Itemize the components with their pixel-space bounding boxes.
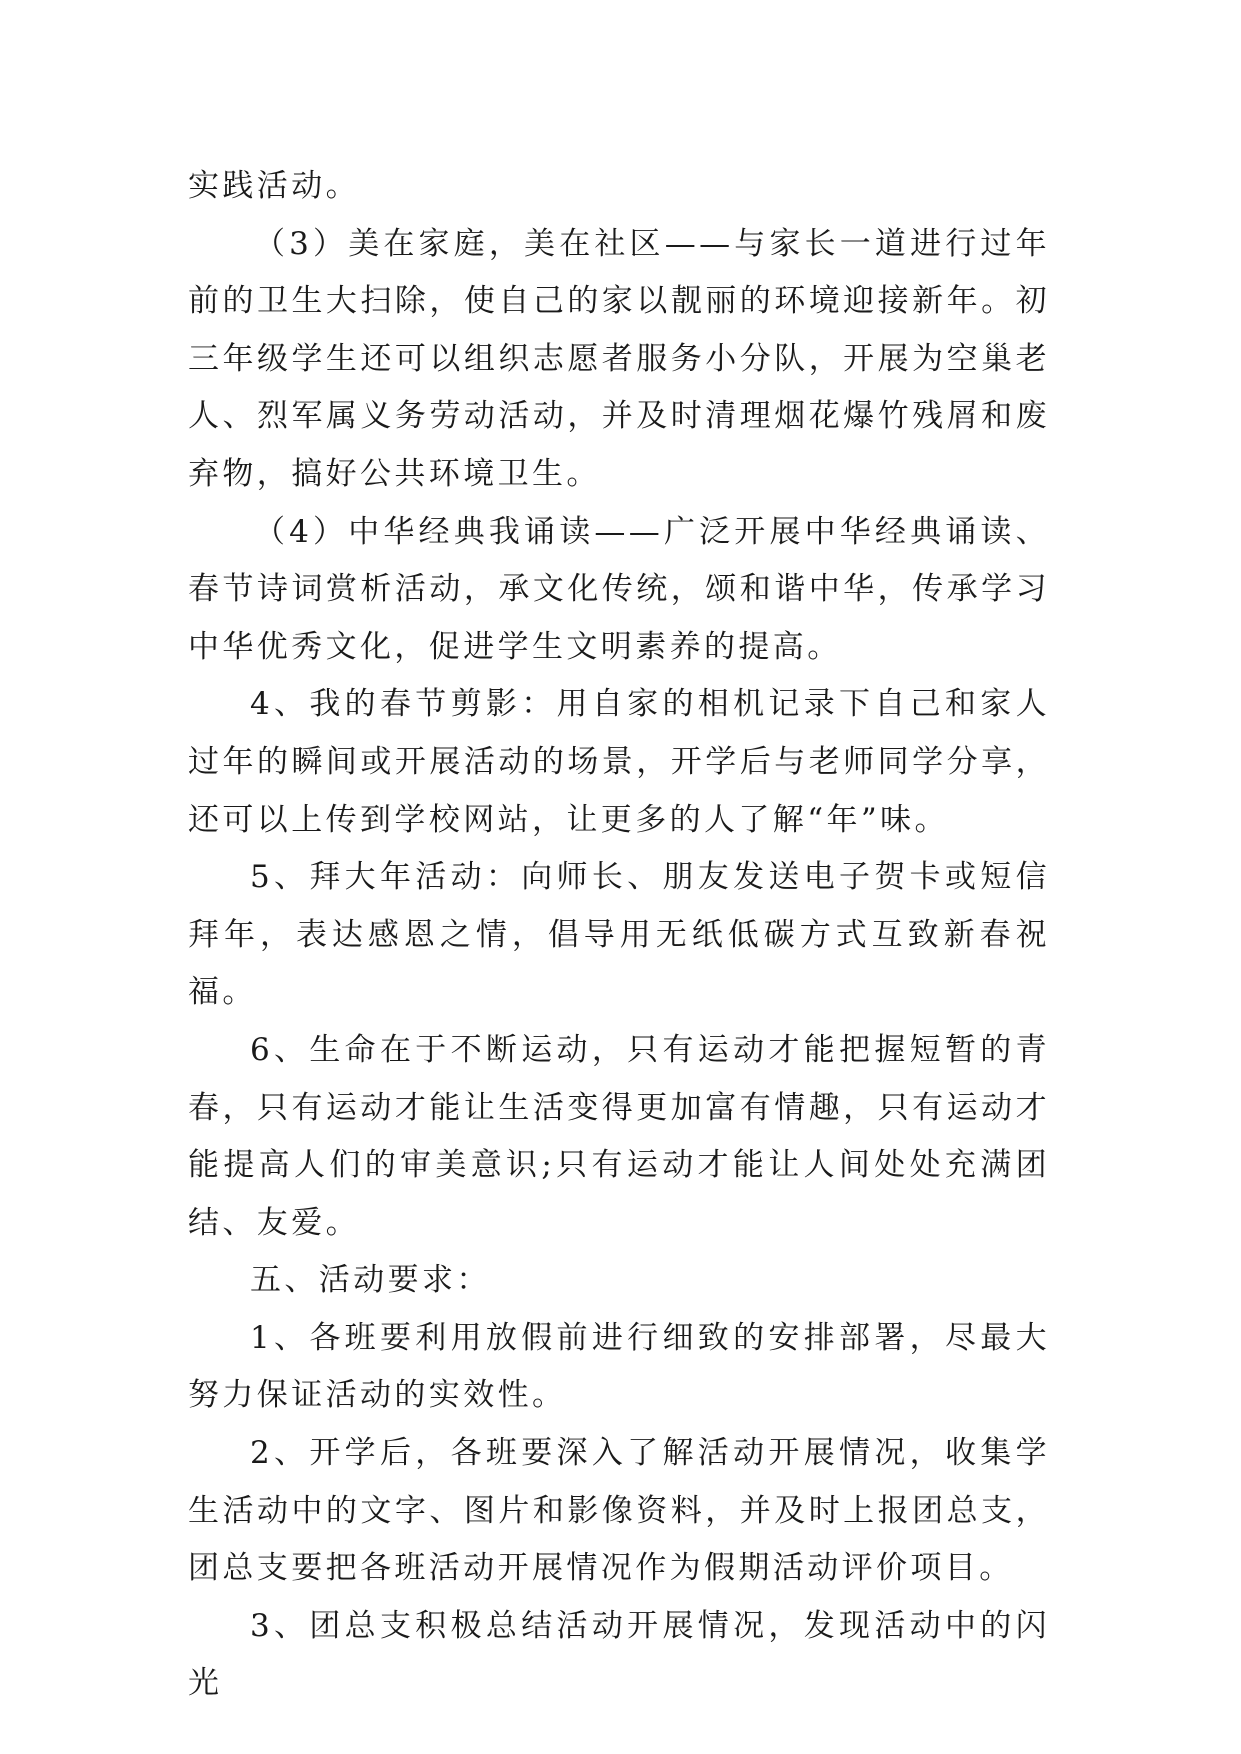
paragraph-spring-festival-photos: 4、我的春节剪影：用自家的相机记录下自己和家人过年的瞬间或开展活动的场景，开学后与老师同学分享，还可以上传到学校网站，让更多的人了解“年”味。 [188, 686, 1050, 838]
paragraph-item-3: （3）美在家庭，美在社区——与家长一道进行过年前的卫生大扫除，使自己的家以靓丽的环境迎接新年。初三年级学生还可以组织志愿者服务小分队，开展为空巢老人、烈军属义务劳动活动，并及时清理烟花爆竹残屑和废弃物，搞好公共环境卫生。 [188, 225, 1050, 492]
paragraph-requirement-1: 1、各班要利用放假前进行细致的安排部署，尽最大努力保证活动的实效性。 [188, 1319, 1050, 1414]
paragraph-requirement-2: 2、开学后，各班要深入了解活动开展情况，收集学生活动中的文字、图片和影像资料，并及时上报团总支，团总支要把各班活动开展情况作为假期活动评价项目。 [188, 1435, 1050, 1587]
paragraph-continuation: 实践活动。 [188, 168, 360, 204]
paragraph-requirement-3: 3、团总支积极总结活动开展情况，发现活动中的闪光 [188, 1607, 1050, 1702]
paragraph-new-year-greetings: 5、拜大年活动：向师长、朋友发送电子贺卡或短信拜年，表达感恩之情，倡导用无纸低碳方式互致新春祝福。 [188, 859, 1050, 1011]
document-body [188, 158, 1050, 1713]
paragraph-item-4: （4）中华经典我诵读——广泛开展中华经典诵读、春节诗词赏析活动，承文化传统，颂和谐中华，传承学习中华优秀文化，促进学生文明素养的提高。 [188, 513, 1050, 665]
section-heading-requirements: 五、活动要求： [250, 1262, 491, 1299]
paragraph-exercise: 6、生命在于不断运动，只有运动才能把握短暂的青春，只有运动才能让生活变得更加富有情趣，只有运动才能提高人们的审美意识;只有运动才能让人间处处充满团结、友爱。 [188, 1031, 1050, 1241]
